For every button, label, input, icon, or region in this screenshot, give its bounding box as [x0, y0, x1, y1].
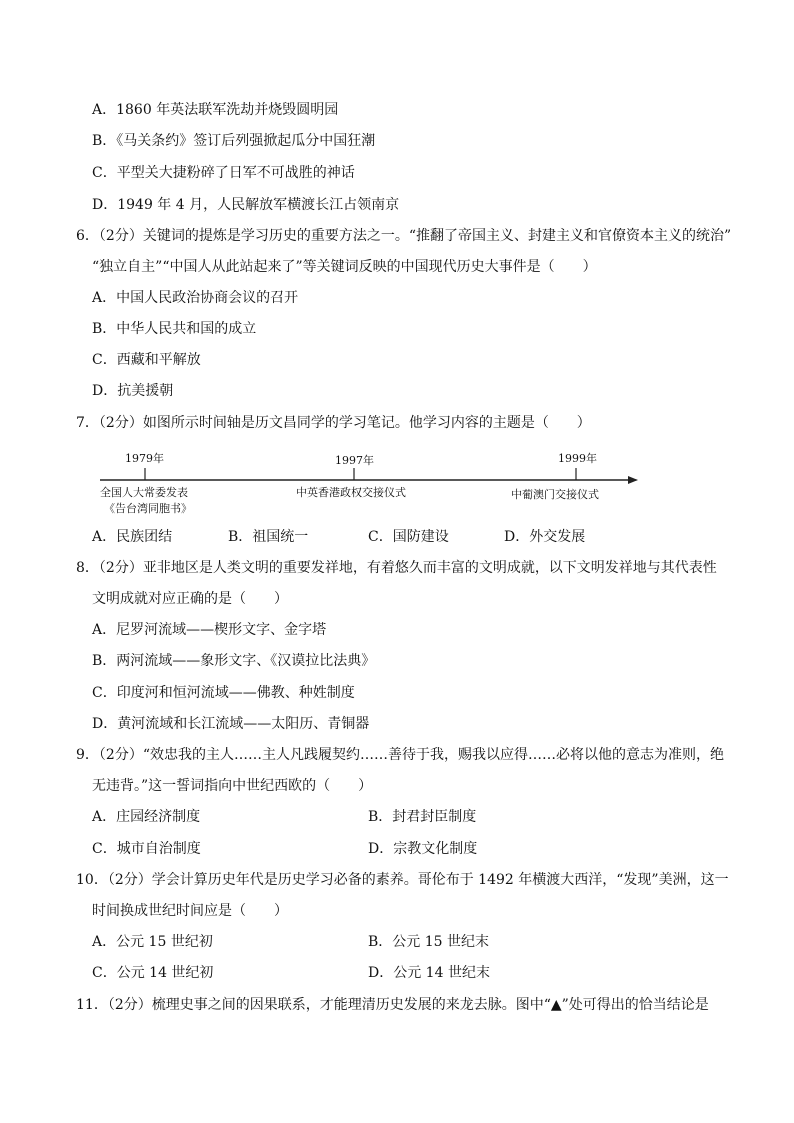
q10-option-a: A．公元 15 世纪初 [92, 934, 213, 950]
timeline-year-1979: 1979年 [125, 452, 164, 465]
q8-option-a: A．尼罗河流域——楔形文字、金字塔 [92, 622, 327, 638]
q11-stem-line1: 11．（2分）梳理史事之间的因果联系，才能理清历史发展的来龙去脉。图中“▲”处可得出的恰当结论是 [76, 997, 709, 1013]
q7-stem: 7．（2分）如图所示时间轴是历文昌同学的学习笔记。他学习内容的主题是（ ） [76, 415, 591, 431]
q7-option-b: B．祖国统一 [228, 529, 309, 545]
q7-timeline-figure [90, 446, 650, 522]
timeline-arrowhead [628, 476, 638, 484]
q10-option-b: B．公元 15 世纪末 [368, 934, 490, 950]
q8-option-b: B．两河流域——象形文字、《汉谟拉比法典》 [92, 653, 376, 669]
q8-option-d: D．黄河流域和长江流域——太阳历、青铜器 [92, 716, 370, 732]
q6-option-d: D．抗美援朝 [92, 383, 174, 399]
q7-option-d: D．外交发展 [504, 529, 586, 545]
q10-option-d: D．公元 14 世纪末 [368, 965, 490, 981]
q5-option-b: B．《马关条约》签订后列强掀起瓜分中国狂潮 [92, 133, 376, 149]
q6-stem-line2: “独立自主”“中国人从此站起来了”等关键词反映的中国现代历史大事件是（ ） [92, 259, 597, 275]
timeline-year-1997: 1997年 [335, 454, 374, 467]
timeline-event-1999: 中葡澳门交接仪式 [511, 488, 599, 501]
timeline-year-1999: 1999年 [558, 452, 597, 465]
timeline-event-1979-line2: 《告台湾同胞书》 [104, 502, 192, 515]
q6-option-c: C．西藏和平解放 [92, 352, 201, 368]
timeline-event-1979-line1: 全国人大常委发表 [100, 486, 188, 499]
q6-option-b: B．中华人民共和国的成立 [92, 321, 257, 337]
q9-option-a: A．庄园经济制度 [92, 809, 201, 825]
timeline-event-1997: 中英香港政权交接仪式 [296, 486, 406, 499]
q8-stem-line1: 8．（2分）亚非地区是人类文明的重要发祥地，有着悠久而丰富的文明成就，以下文明发祥地与其代表性 [76, 560, 717, 576]
q9-option-d: D．宗教文化制度 [368, 841, 478, 857]
q6-option-a: A．中国人民政治协商会议的召开 [92, 290, 299, 306]
q5-option-d: D．1949 年 4 月，人民解放军横渡长江占领南京 [92, 197, 400, 213]
q5-option-a: A．1860 年英法联军洗劫并烧毁圆明园 [92, 102, 339, 118]
q9-stem-line2: 无违背。”这一誓词指向中世纪西欧的（ ） [92, 778, 373, 794]
q9-option-b: B．封君封臣制度 [368, 809, 477, 825]
q10-stem-line1: 10．（2分）学会计算历史年代是历史学习必备的素养。哥伦布于 1492 年横渡大西洋，“发现”美洲，这一 [76, 872, 729, 888]
q10-option-c: C．公元 14 世纪初 [92, 965, 214, 981]
q6-stem-line1: 6．（2分）关键词的提炼是学习历史的重要方法之一。“推翻了帝国主义、封建主义和官僚资本主义的统治” [76, 228, 732, 244]
q9-option-c: C．城市自治制度 [92, 841, 201, 857]
q8-stem-line2: 文明成就对应正确的是（ ） [92, 591, 288, 607]
q5-option-c: C．平型关大捷粉碎了日军不可战胜的神话 [92, 165, 355, 181]
q9-stem-line1: 9．（2分）“效忠我的主人……主人凡践履契约……善待于我，赐我以应得……必将以他的意志为准则，绝 [76, 747, 724, 763]
q7-option-a: A．民族团结 [92, 529, 173, 545]
q8-option-c: C．印度河和恒河流域——佛教、种姓制度 [92, 685, 355, 701]
q10-stem-line2: 时间换成世纪时间应是（ ） [92, 903, 288, 919]
q7-option-c: C．国防建设 [368, 529, 449, 545]
